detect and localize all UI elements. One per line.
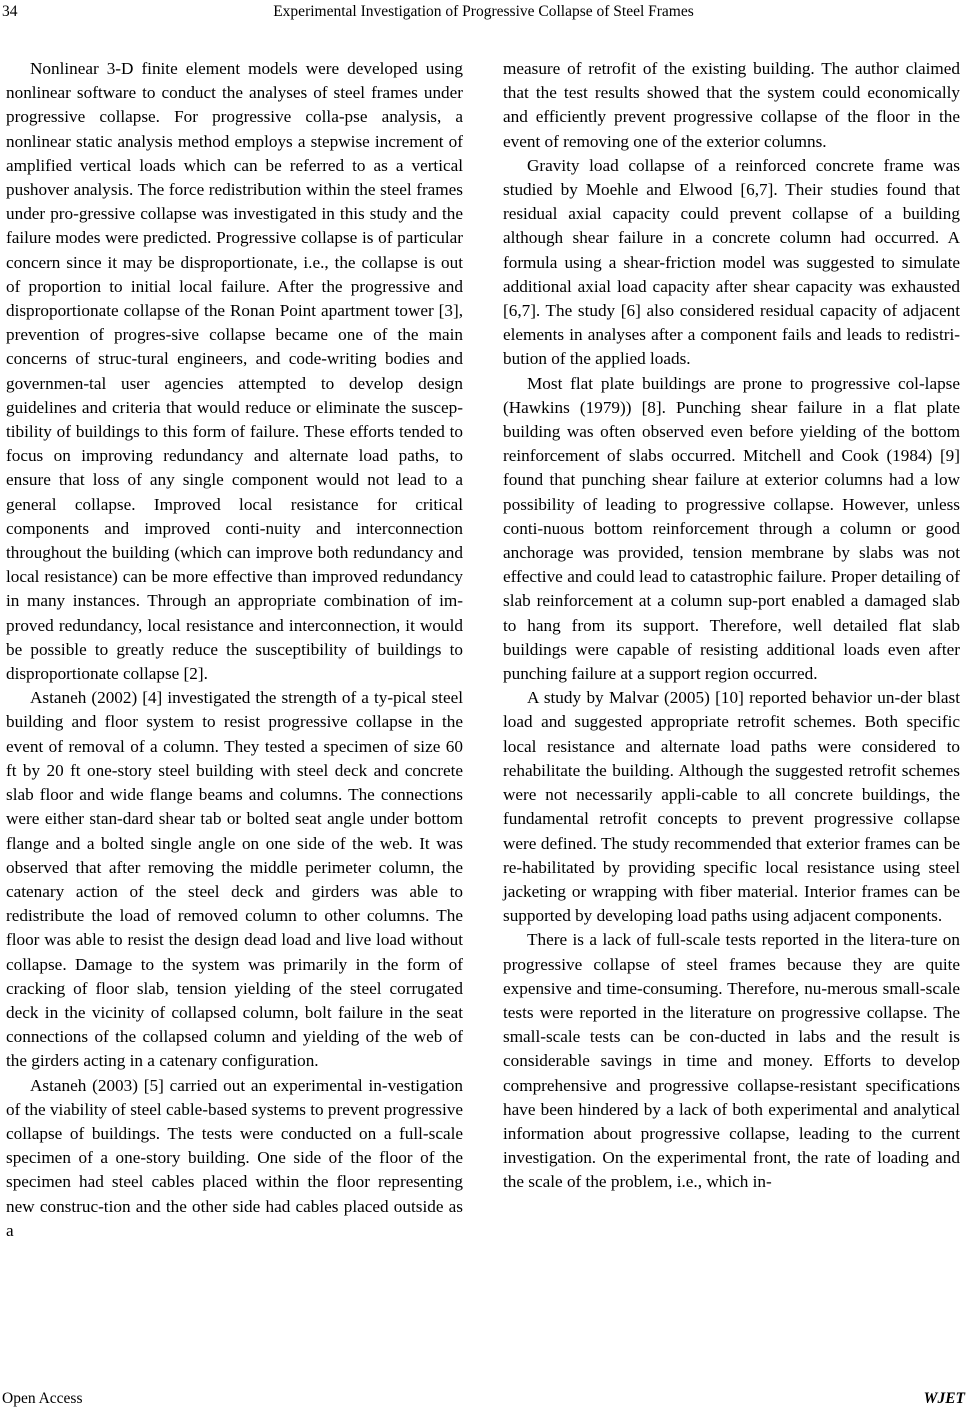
running-title: Experimental Investigation of Progressive Collapse of Steel Frames [273,3,694,20]
paragraph: Astaneh (2003) [5] carried out an experimental in-vestigation of the viability of steel cable-based systems to prevent progressive collapse of buildings. The tests were conducted on a full-scale specimen of a one-story building. One side of the floor of the specimen had steel cables placed within the floor representing new construc-tion and the other side had cables placed outside as a [6,1075,463,1240]
paragraph-continued: measure of retrofit of the existing building. The author claimed that the test results showed that the system could economically and efficiently prevent progressive collapse of the floor in the event of removing one of the exterior columns. [503,59,960,151]
paragraph: Nonlinear 3-D finite element models were developed using nonlinear software to conduct the analyses of steel frames under progressive collapse. For progressive colla-pse analysis, a nonlinear static analysis method employs a stepwise increment of amplified vertical loads which can be referred to as a vertical pushover analysis. The force redistribution within the steel frames under pro-gressive collapse was investigated in this study and the failure modes were predicted. Progressive collapse is of particular concern since it may be disproportionate, i.e., the collapse is out of proportion to initial local failure. After the progressive and disproportionate collapse of the Ronan Point apartment tower [3], prevention of progres-sive collapse became one of the main concerns of struc-tural engineers, and code-writing bodies and governmen-tal user agencies attempted to develop design guidelines and criteria that would reduce or eliminate the suscep-tibility of buildings to this form of failure. These efforts tended to focus on improving redundancy and alternate load paths, to ensure that loss of any single component would not lead to a general collapse. Improved local resistance for critical components and improved conti-nuity and interconnection throughout the building (which can improve both redundancy and local resistance) can be more effective than improved redundancy in many instances. Through an appropriate combination of im-proved redundancy, local resistance and interconnection, it would be possible to greatly reduce the susceptibility of buildings to disproportionate collapse [2]. [6,59,463,684]
page-number: 34 [2,3,18,20]
paragraph: Gravity load collapse of a reinforced concrete frame was studied by Moehle and Elwood [6,7]. Their studies found that residual axial capacity could prevent collapse of a building although shear failure in a concrete column had occurred. A formula using a shear-friction model was suggested to simulate additional axial load capacity after shear capacity was exhausted [6,7]. The study [6] also considered residual capacity of adjacent elements in analyses after a component fails and leads to redistri-bution of the applied loads. [503,155,960,369]
page-footer [0,1388,967,1410]
paragraph: Astaneh (2002) [4] investigated the strength of a ty-pical steel building and floor system to resist progressive collapse in the event of removal of a column. They tested a specimen of size 60 ft by 20 ft one-story steel building with steel deck and concrete slab floor and wide flange beams and columns. The connections were either stan-dard shear tab or bolted seat angle under bottom flange and a bolted single angle on one side of the web. It was observed that after removing the middle perimeter column, the catenary action of the steel deck and girders was able to redistribute the load of removed column to other columns. The floor was able to resist the design dead load and live load without collapse. Damage to the system was primarily in the form of cracking of floor slab, tension yielding of the steel corrugated deck in the vicinity of collapsed column, bolt failure in the seat connections of the collapsed column and yielding of the web of the girders acting in a catenary configuration. [6,688,463,1071]
open-access-label: Open Access [2,1390,83,1407]
journal-abbreviation: WJET [923,1390,965,1407]
right-column [503,57,960,1195]
paragraph: A study by Malvar (2005) [10] reported behavior un-der blast load and suggested appropriate retrofit schemes. Both specific local resistance and alternate load paths were considered to rehabilitate the building. Although the suggested retrofit schemes were not necessarily appli-cable to all concrete buildings, the fundamental retrofit concepts to prevent progressive collapse were defined. The study recommended that exterior frames can be re-habilitated by providing specific local resistance using steel jacketing or wrapping with fiber material. Interior frames can be supported by developing load paths using adjacent components. [503,688,960,926]
paragraph: Most flat plate buildings are prone to progressive col-lapse (Hawkins (1979)) [8]. Punching shear failure in a flat plate building was often observed even before yielding of the bottom reinforcement of slabs occurred. Mitchell and Cook (1984) [9] found that punching shear failure at exterior columns had a low possibility of leading to progressive collapse. However, unless conti-nuous bottom reinforcement through a column or good anchorage was provided, tension membrane by slabs was not effective and could lead to catastrophic failure. Proper detailing of slab reinforcement at a column sup-port enabled a damaged slab to hang from its support. Therefore, well detailed flat slab buildings were capable of resisting additional loads even after punching failure at a support region occurred. [503,373,960,684]
left-column [6,57,463,1243]
page-header [0,0,967,26]
paragraph: There is a lack of full-scale tests reported in the litera-ture on progressive collapse of steel frames because they are quite expensive and time-consuming. Therefore, nu-merous small-scale tests were reported in the literature on progressive collapse. The small-scale tests can be con-ducted in labs and the result is considerable savings in time and money. Efforts to develop comprehensive and progressive collapse-resistant specifications have been hindered by a lack of both experimental and analytical information about progressive collapse, leading to the current investigation. On the experimental front, the rate of loading and the scale of the problem, i.e., which in- [503,930,960,1192]
